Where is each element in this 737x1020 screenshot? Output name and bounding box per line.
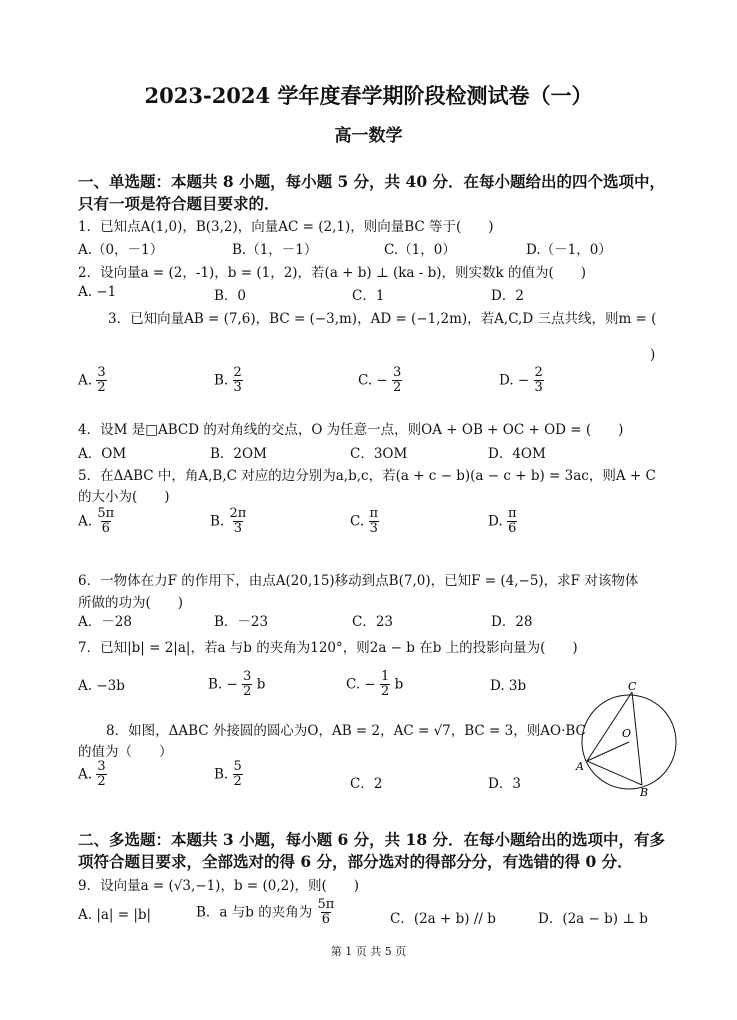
- q7-option-b: B. − $\frac{3}{2}$ b: [208, 669, 266, 700]
- q3-option-d: D. − $\frac{2}{3}$: [499, 365, 543, 396]
- q2-option-a: A. −1: [78, 284, 117, 300]
- q4-option-c: C．3OM: [350, 446, 408, 462]
- label-b: B: [640, 786, 649, 799]
- q7-option-c: C. − $\frac{1}{2}$ b: [346, 669, 404, 700]
- section2-heading-line1: 二、多选题：本题共 3 小题，每小题 6 分，共 18 分．在每小题给出的选项中，有多: [78, 830, 666, 849]
- q3-option-c: C. − $\frac{3}{2}$: [358, 365, 402, 396]
- q3-close-paren: ): [650, 347, 656, 363]
- q5-option-a: A. $\frac{5\pi}{6}$: [78, 506, 115, 537]
- q3-text: 3．已知向量AB = (7,6)，BC = (−3,m)，AD = (−1,2m)，若A,C,D 三点共线，则m = (: [108, 311, 657, 327]
- q8-option-d: D．3: [488, 776, 521, 792]
- page-footer: 第 1 页 共 5 页: [330, 945, 407, 958]
- section1-heading-line2: 只有一项是符合题目要求的．: [78, 194, 280, 213]
- q2-text: 2．设向量a = (2，-1)，b = (1，2)，若(a + b) ⊥ (ka - b)，则实数k 的值为( ): [78, 265, 587, 281]
- q5-text: 5．在ΔABC 中，角A,B,C 对应的边分别为a,b,c，若(a + c − b)(a − c + b) = 3ac，则A + C: [78, 468, 656, 484]
- q3-option-b: B. $\frac{2}{3}$: [214, 365, 242, 396]
- segment-ab: [587, 761, 642, 785]
- q6-text-line2: 所做的功为( ): [78, 595, 184, 611]
- q6-option-a: A．－28: [78, 614, 132, 630]
- q8-circle-figure: [570, 680, 690, 800]
- q1-option-d: D.（－1，0）: [526, 242, 612, 258]
- q8-option-a: A. $\frac{3}{2}$: [78, 759, 106, 790]
- q4-text: 4．设M 是□ABCD 的对角线的交点，O 为任意一点，则OA + OB + OC + OD = ( ): [78, 422, 624, 438]
- q7-option-a: A. −3b: [78, 678, 125, 694]
- label-c: C: [628, 680, 637, 693]
- q8-text-line2: 的值为（ ）: [78, 744, 173, 760]
- q5-text-line2: 的大小为( ): [78, 489, 170, 505]
- label-o: O: [622, 727, 632, 740]
- section1-heading-line1: 一、单选题：本题共 8 小题，每小题 5 分，共 40 分．在每小题给出的四个选项中，: [78, 172, 666, 191]
- q1-option-b: B.（1，－1）: [232, 242, 318, 258]
- q6-option-c: C．23: [352, 614, 394, 630]
- q4-option-d: D．4OM: [488, 446, 546, 462]
- q9-text: 9．设向量a = (√3,−1)，b = (0,2)，则( ): [78, 878, 360, 894]
- segment-bc: [632, 692, 642, 785]
- page-subtitle: 高一数学: [334, 126, 403, 146]
- q7-text: 7．已知|b| = 2|a|，若a 与b 的夹角为120°，则2a − b 在b 上的投影向量为( ): [78, 640, 578, 656]
- q7-option-d: D. 3b: [490, 678, 527, 694]
- label-a: A: [576, 760, 584, 773]
- q1-option-a: A.（0，－1）: [78, 242, 164, 258]
- q1-text: 1．已知点A(1,0)，B(3,2)，向量AC = (2,1)，则向量BC 等于( ): [78, 219, 494, 235]
- q6-option-d: D．28: [491, 614, 533, 630]
- q2-option-d: D．2: [491, 288, 524, 304]
- page-title: 2023-2024 学年度春学期阶段检测试卷（一）: [144, 83, 593, 108]
- q6-option-b: B．－23: [214, 614, 269, 630]
- q6-text: 6．一物体在力F 的作用下，由点A(20,15)移动到点B(7,0)，已知F = (4,−5)，求F 对该物体: [78, 573, 639, 589]
- q5-option-d: D. $\frac{\pi}{6}$: [488, 506, 517, 537]
- q5-option-c: C. $\frac{\pi}{3}$: [350, 506, 378, 537]
- q2-option-b: B．0: [214, 288, 247, 304]
- section2-heading-line2: 项符合题目要求，全部选对的得 6 分，部分选对的得部分分，有选错的得 0 分．: [78, 852, 633, 871]
- q8-option-c: C．2: [350, 776, 383, 792]
- q3-option-a: A. $\frac{3}{2}$: [78, 365, 106, 396]
- q9-option-b: B．a 与b 的夹角为 $\frac{5\pi}{6}$: [196, 897, 335, 928]
- q8-option-b: B. $\frac{5}{2}$: [214, 759, 242, 790]
- q9-option-a: A. |a| = |b|: [78, 907, 152, 923]
- q9-option-c: C．(2a + b) // b: [390, 911, 496, 927]
- q2-option-c: C．1: [352, 288, 385, 304]
- q5-option-b: B. $\frac{2\pi}{3}$: [210, 506, 247, 537]
- q1-option-c: C.（1，0）: [384, 242, 456, 258]
- q9-option-d: D．(2a − b) ⊥ b: [538, 911, 648, 927]
- q8-text: 8．如图，ΔABC 外接圆的圆心为O，AB = 2，AC = √7，BC = 3，则AO·BC: [106, 723, 586, 739]
- q4-option-a: A．OM: [78, 446, 127, 462]
- q4-option-b: B．2OM: [210, 446, 267, 462]
